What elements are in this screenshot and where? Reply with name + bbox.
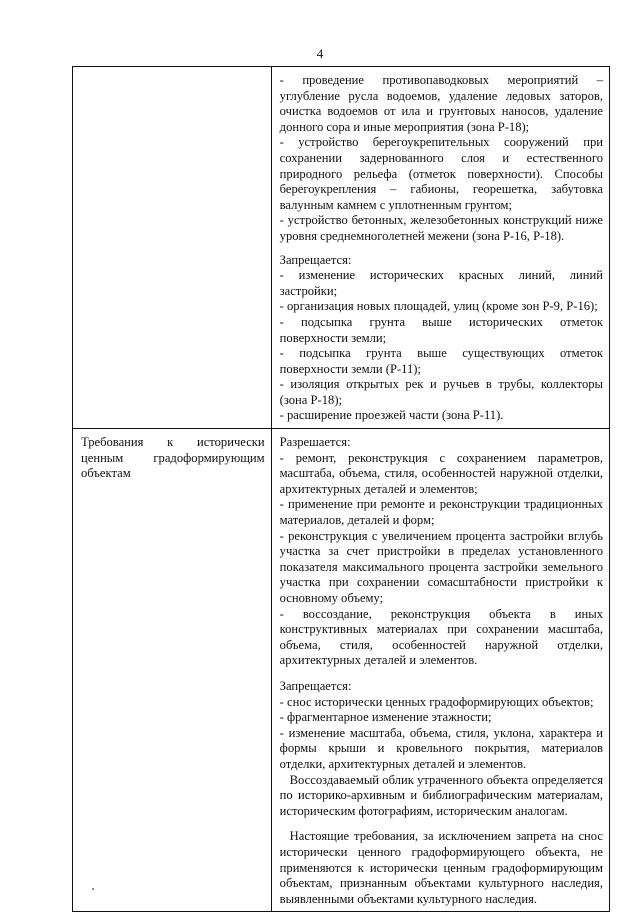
row-content-cell bbox=[271, 429, 609, 912]
forbidden-item: - изменение исторических красных линий, линий застройки; bbox=[279, 268, 603, 298]
row-title-cell: Требования к исторически ценным градоформирующим объектам bbox=[73, 429, 272, 912]
row-title-cell bbox=[73, 67, 272, 429]
allowed-item: - устройство берегоукрепительных сооружений при сохранении задернованного слоя и естественного природного рельефа (отметок поверхности). Способы берегоукрепления – габионы, георешетка, забутовка валунным камнем с уплотненным грунтом; bbox=[279, 135, 603, 212]
regulations-table bbox=[72, 66, 610, 912]
forbidden-item: - снос исторически ценных градоформирующих объектов; bbox=[279, 694, 594, 709]
forbidden-item: - организация новых площадей, улиц (кроме зон Р-9, Р-16); bbox=[279, 299, 598, 314]
forbidden-item: - изменение масштаба, объема, стиля, уклона, характера и формы крыши и кровельного покрытия, материалов отделки, архитектурных деталей и элементов. bbox=[279, 725, 603, 771]
allowed-item: - проведение противопаводковых мероприятий – углубление русла водоемов, удаление ледовых заторов, очистка водоемов от ила и грунтовых наносов, удаление донного сора и иные мероприятия (зона Р-18); bbox=[279, 73, 603, 134]
forbidden-item: - фрагментарное изменение этажности; bbox=[279, 710, 492, 725]
note-paragraph: Воссоздаваемый облик утраченного объекта определяется по историко-архивным и библиографическим материалам, историческим фотографиям, историческим аналогам. bbox=[279, 772, 603, 818]
allowed-item: - устройство бетонных, железобетонных конструкций ниже уровня среднемноголетней межени (зона Р-16, Р-18). bbox=[279, 213, 603, 243]
forbidden-item: - подсыпка грунта выше существующих отметок поверхности земли (Р-11); bbox=[279, 346, 603, 376]
allowed-item: - применение при ремонте и реконструкции традиционных материалов, деталей и форм; bbox=[279, 497, 603, 528]
allowed-item: - ремонт, реконструкция с сохранением параметров, масштаба, объема, стиля, особенностей наружной отделки, архитектурных деталей и элементов; bbox=[279, 450, 603, 496]
allowed-heading: Разрешается: bbox=[279, 435, 351, 450]
table-row bbox=[73, 429, 610, 912]
forbidden-item: - изоляция открытых рек и ручьев в трубы, коллекторы (зона Р-18); bbox=[279, 377, 603, 407]
forbidden-item: - подсыпка грунта выше исторических отметок поверхности земли; bbox=[279, 314, 603, 345]
row-content-cell bbox=[271, 67, 609, 429]
note-paragraph: Настоящие требования, за исключением запрета на снос исторически ценного градоформирующего объекта, не применяются к исторически ценным градоформирующим объектам, признанным объектами культурного наследия, выявленными объектами культурного наследия. bbox=[279, 829, 603, 906]
forbidden-item: - расширение проезжей части (зона Р-11). bbox=[279, 408, 504, 423]
scan-speck bbox=[92, 888, 94, 890]
forbidden-heading: Запрещается: bbox=[279, 678, 352, 693]
forbidden-heading: Запрещается: bbox=[279, 252, 352, 267]
page-number: 4 bbox=[316, 46, 324, 61]
allowed-item: - воссоздание, реконструкция объекта в иных конструктивных материалах при сохранении масштаба, объема, стиля, особенностей наружной отделки, архитектурных деталей и элементов. bbox=[279, 606, 603, 668]
table-row bbox=[73, 67, 610, 429]
allowed-item: - реконструкция с увеличением процента застройки вглубь участка за счет пристройки в пределах установленного показателя максимального процента застройки земельного участка при сохранении сомасштабности пристройки к основному объему; bbox=[279, 528, 603, 605]
